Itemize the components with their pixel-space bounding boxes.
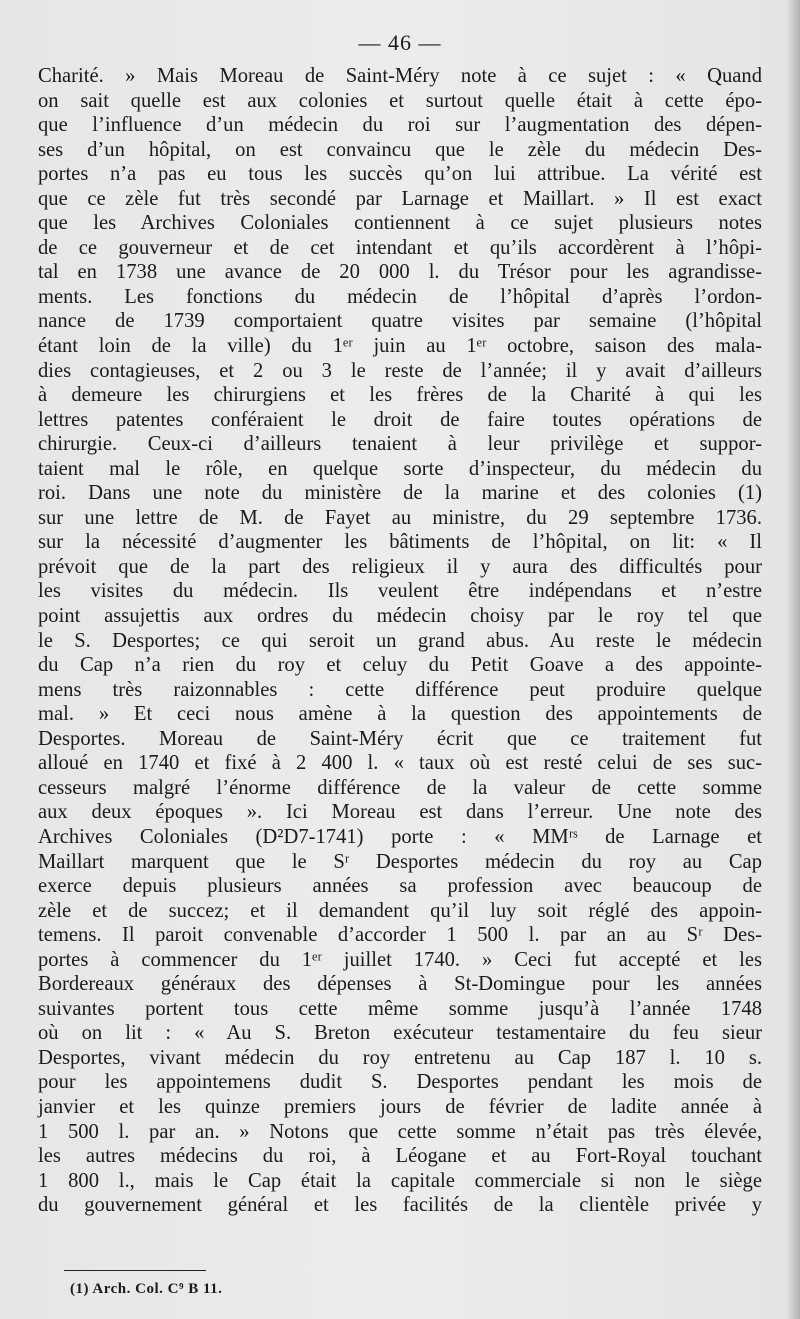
text-line: dies contagieuses, et 2 ou 3 le reste de l’année; il y avait d’ailleurs: [38, 359, 762, 382]
text-line: Bordereaux généraux des dépenses à St-Domingue pour les années: [38, 973, 762, 996]
body-text: [38, 64, 762, 1218]
text-line: à demeure les chirurgiens et les frères de la Charité à qui les: [38, 384, 762, 407]
text-line: sur une lettre de M. de Fayet au ministre, du 29 septembre 1736.: [38, 506, 762, 529]
text-line: on sait quelle est aux colonies et surtout quelle était à cette épo-: [38, 89, 762, 112]
text-line: Maillart marquent que le Sʳ Desportes médecin du roy au Cap: [38, 850, 762, 873]
text-line: ses d’un hôpital, on est convaincu que le zèle du médecin Des-: [38, 138, 762, 161]
text-line: Archives Coloniales (D²D7-1741) porte : « MMʳˢ de Larnage et: [38, 825, 762, 848]
text-line: point assujettis aux ordres du médecin choisy par le roy tel que: [38, 605, 762, 628]
text-line: portes n’a pas eu tous les succès qu’on lui attribue. La vérité est: [38, 163, 762, 186]
text-line: chirurgie. Ceux-ci d’ailleurs tenaient à leur privilège et suppor-: [38, 433, 762, 456]
text-line: les autres médecins du roi, à Léogane et au Fort-Royal touchant: [38, 1145, 762, 1168]
text-line: aux deux époques ». Ici Moreau est dans l’erreur. Une note des: [38, 801, 762, 824]
text-line: suivantes portent tous cette même somme jusqu’à l’année 1748: [38, 997, 762, 1020]
text-line: nance de 1739 comportaient quatre visites par semaine (l’hôpital: [38, 310, 762, 333]
text-line: cesseurs malgré l’énorme différence de la valeur de cette somme: [38, 776, 762, 799]
text-line: alloué en 1740 et fixé à 2 400 l. « taux où est resté celui de ses suc-: [38, 752, 762, 775]
text-line: janvier et les quinze premiers jours de février de ladite année à: [38, 1095, 762, 1118]
text-line: prévoit que de la part des religieux il y aura des difficultés pour: [38, 555, 762, 578]
footnote: (1) Arch. Col. C⁹ B 11.: [70, 1281, 223, 1297]
text-line: mal. » Et ceci nous amène à la question des appointements de: [38, 703, 762, 726]
text-line: 1 800 l., mais le Cap était la capitale commerciale si non le siège: [38, 1169, 762, 1192]
footnote-rule: [64, 1270, 206, 1271]
text-line: ments. Les fonctions du médecin de l’hôpital d’après l’ordon-: [38, 285, 762, 308]
text-line: sur la nécessité d’augmenter les bâtiments de l’hôpital, on lit: « Il: [38, 531, 762, 554]
page-number: — 46 —: [358, 30, 442, 55]
text-line: exerce depuis plusieurs années sa profession avec beaucoup de: [38, 875, 762, 898]
text-line: taient mal le rôle, en quelque sorte d’inspecteur, du médecin du: [38, 457, 762, 480]
text-line: zèle et de succez; et il demandent qu’il luy soit réglé des appoin-: [38, 899, 762, 922]
page-edge-shadow: [786, 0, 800, 1319]
text-line: de ce gouverneur et de cet intendant et qu’ils accordèrent à l’hôpi-: [38, 236, 762, 259]
text-line: roi. Dans une note du ministère de la marine et des colonies (1): [38, 482, 762, 505]
text-line: du Cap n’a rien du roy et celuy du Petit Goave a des appointe-: [38, 654, 762, 677]
text-line: du gouvernement général et les facilités de la clientèle privée y: [38, 1194, 762, 1217]
text-line: que ce zèle fut très secondé par Larnage et Maillart. » Il est exact: [38, 187, 762, 210]
text-line: le S. Desportes; ce qui seroit un grand abus. Au reste le médecin: [38, 629, 762, 652]
text-line: Desportes. Moreau de Saint-Méry écrit que ce traitement fut: [38, 727, 762, 750]
text-line: lettres patentes conféraient le droit de faire toutes opérations de: [38, 408, 762, 431]
text-line: que l’influence d’un médecin du roi sur l’augmentation des dépen-: [38, 114, 762, 137]
text-line: les visites du médecin. Ils veulent être indépendans et n’estre: [38, 580, 762, 603]
text-line: tal en 1738 une avance de 20 000 l. du Trésor pour les agrandisse-: [38, 261, 762, 284]
text-line: où on lit : « Au S. Breton exécuteur testamentaire du feu sieur: [38, 1022, 762, 1045]
text-line: 1 500 l. par an. » Notons que cette somme n’était pas très élevée,: [38, 1120, 762, 1143]
text-line: étant loin de la ville) du 1ᵉʳ juin au 1ᵉʳ octobre, saison des mala-: [38, 335, 762, 358]
text-line: temens. Il paroit convenable d’accorder 1 500 l. par an au Sʳ Des-: [38, 924, 762, 947]
text-line: Charité. » Mais Moreau de Saint-Méry note à ce sujet : « Quand: [38, 65, 762, 87]
text-line: pour les appointemens dudit S. Desportes pendant les mois de: [38, 1071, 762, 1094]
text-line: portes à commencer du 1ᵉʳ juillet 1740. » Ceci fut accepté et les: [38, 948, 762, 971]
text-line: Desportes, vivant médecin du roy entretenu au Cap 187 l. 10 s.: [38, 1046, 762, 1069]
text-line: que les Archives Coloniales contiennent à ce sujet plusieurs notes: [38, 212, 762, 235]
text-line: mens très raizonnables : cette différence peut produire quelque: [38, 678, 762, 701]
